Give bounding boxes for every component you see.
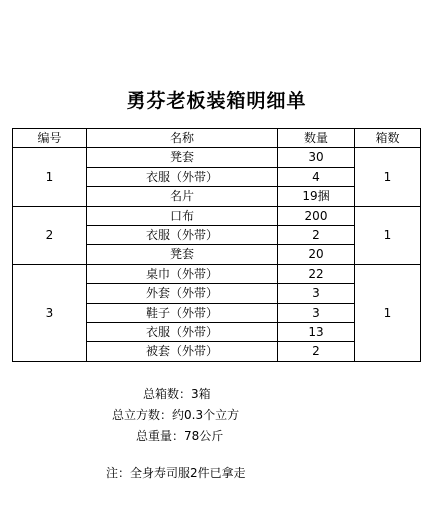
group-box-count: 1: [355, 148, 421, 206]
header-name: 名称: [87, 129, 278, 148]
item-name: 桌巾（外带）: [87, 264, 278, 283]
item-qty: 30: [278, 148, 355, 167]
table-row: [13, 206, 421, 225]
item-name: 衣服（外带）: [87, 226, 278, 245]
group-number: 3: [13, 264, 87, 361]
item-qty: 19捆: [278, 187, 355, 206]
item-qty: 20: [278, 245, 355, 264]
header-boxes: 箱数: [355, 129, 421, 148]
total-weight-text: 总重量：78公斤: [136, 429, 224, 443]
item-name: 鞋子（外带）: [87, 303, 278, 322]
item-name: 外套（外带）: [87, 284, 278, 303]
item-name: 口布: [87, 206, 278, 225]
page-title: 勇芬老板装箱明细单: [126, 90, 307, 112]
group-box-count: 1: [355, 264, 421, 361]
table-row: [13, 148, 421, 167]
item-qty: 200: [278, 206, 355, 225]
item-name: 衣服（外带）: [87, 323, 278, 342]
item-qty: 13: [278, 323, 355, 342]
item-name: 衣服（外带）: [87, 167, 278, 186]
item-name: 名片: [87, 187, 278, 206]
item-qty: 4: [278, 167, 355, 186]
item-qty: 3: [278, 284, 355, 303]
item-qty: 2: [278, 226, 355, 245]
note-text: 注：全身寿司服2件已拿走: [106, 466, 246, 480]
header-num: 编号: [13, 129, 87, 148]
item-qty: 22: [278, 264, 355, 283]
item-name: 被套（外带）: [87, 342, 278, 361]
total-boxes-text: 总箱数：3箱: [143, 387, 211, 401]
packing-table: [12, 128, 421, 362]
table-header-row: [13, 129, 421, 148]
header-qty: 数量: [278, 129, 355, 148]
item-qty: 2: [278, 342, 355, 361]
total-volume-text: 总立方数：约0.3个立方: [112, 408, 240, 422]
item-name: 凳套: [87, 245, 278, 264]
group-number: 2: [13, 206, 87, 264]
item-name: 凳套: [87, 148, 278, 167]
item-qty: 3: [278, 303, 355, 322]
group-box-count: 1: [355, 206, 421, 264]
group-number: 1: [13, 148, 87, 206]
table-row: [13, 264, 421, 283]
